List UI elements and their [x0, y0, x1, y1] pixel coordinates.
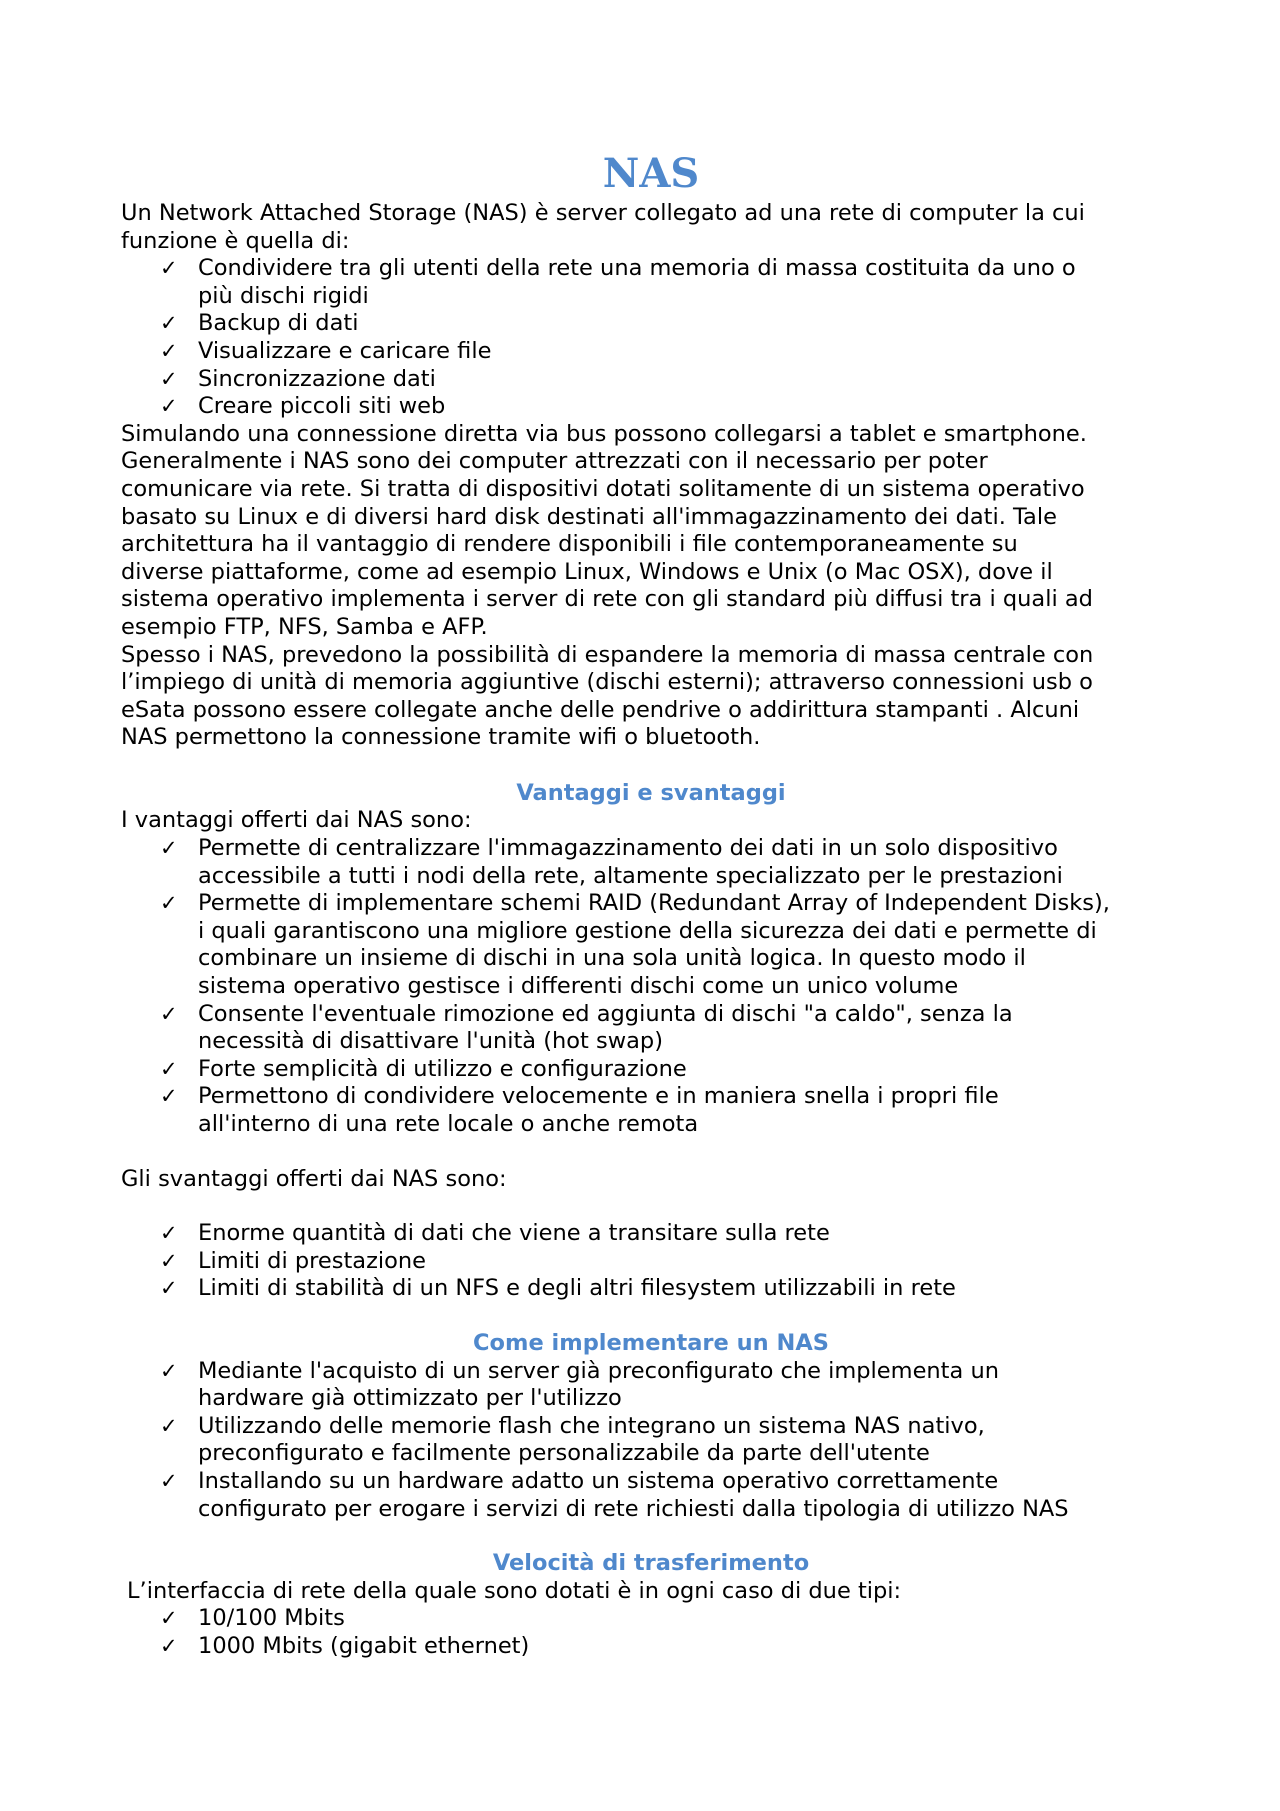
- body-paragraph: [121, 421, 1181, 752]
- text-line: combinare un insieme di dischi in una sola unità logica. In questo modo il: [198, 945, 1026, 972]
- checkmark-icon: ✓: [160, 1248, 178, 1273]
- checkmark-icon: ✓: [160, 366, 178, 391]
- list-item: [121, 1413, 1181, 1468]
- text-line: Utilizzando delle memorie flash che integrano un sistema NAS nativo,: [198, 1412, 985, 1439]
- list-item: [121, 366, 1181, 394]
- list-item: [121, 1633, 1181, 1661]
- intro-function-list: [121, 255, 1181, 421]
- pros-intro: I vantaggi offerti dai NAS sono:: [121, 807, 472, 834]
- checkmark-icon: ✓: [160, 836, 178, 861]
- text-line: Simulando una connessione diretta via bus possono collegarsi a tablet e smartphone.: [121, 420, 1087, 447]
- list-item: [121, 1001, 1181, 1056]
- text-line: comunicare via rete. Si tratta di dispositivi dotati solitamente di un sistema operativo: [121, 475, 1085, 502]
- page-title: NAS: [602, 150, 700, 197]
- text-line: Spesso i NAS, prevedono la possibilità di espandere la memoria di massa centrale con: [121, 641, 1094, 668]
- text-line: funzione è quella di:: [121, 227, 350, 254]
- text-line: Visualizzare e caricare file: [198, 337, 492, 364]
- text-line: necessità di disattivare l'unità (hot swap): [198, 1028, 663, 1055]
- checkmark-icon: ✓: [160, 1056, 178, 1081]
- list-item: [121, 310, 1181, 338]
- text-line: Permette di centralizzare l'immagazzinamento dei dati in un solo dispositivo: [198, 835, 1058, 862]
- checkmark-icon: ✓: [160, 1633, 178, 1658]
- text-line: esempio FTP, NFS, Samba e AFP.: [121, 613, 488, 640]
- list-item: [121, 393, 1181, 421]
- text-line: 10/100 Mbits: [198, 1605, 345, 1632]
- cons-intro: Gli svantaggi offerti dai NAS sono:: [121, 1165, 507, 1192]
- checkmark-icon: ✓: [160, 394, 178, 419]
- list-item: [121, 1056, 1181, 1084]
- intro-paragraph: [121, 200, 1181, 255]
- list-item: [121, 835, 1181, 890]
- list-item: [121, 1220, 1181, 1248]
- checkmark-icon: ✓: [160, 1001, 178, 1026]
- text-line: Consente l'eventuale rimozione ed aggiunta di dischi "a caldo", senza la: [198, 1000, 1013, 1027]
- text-line: 1000 Mbits (gigabit ethernet): [198, 1632, 530, 1659]
- text-line: Generalmente i NAS sono dei computer attrezzati con il necessario per poter: [121, 448, 988, 475]
- list-item: [121, 1468, 1181, 1523]
- text-line: eSata possono essere collegate anche delle pendrive o addirittura stampanti . Alcuni: [121, 696, 1080, 723]
- text-line: configurato per erogare i servizi di rete richiesti dalla tipologia di utilizzo NAS: [198, 1495, 1069, 1522]
- checkmark-icon: ✓: [160, 338, 178, 363]
- text-line: Mediante l'acquisto di un server già preconfigurato che implementa un: [198, 1357, 999, 1384]
- speed-intro: L’interfaccia di rete della quale sono dotati è in ogni caso di due tipi:: [127, 1577, 902, 1604]
- text-line: basato su Linux e di diversi hard disk destinati all'immagazzinamento dei dati. Tale: [121, 503, 1057, 530]
- text-line: Un Network Attached Storage (NAS) è server collegato ad una rete di computer la cui: [121, 200, 1085, 226]
- document-content: [121, 148, 1181, 1661]
- text-line: sistema operativo gestisce i differenti dischi come un unico volume: [198, 973, 959, 1000]
- section-heading-advantages: Vantaggi e svantaggi: [516, 779, 786, 806]
- section-heading-speed: Velocità di trasferimento: [492, 1550, 810, 1577]
- list-item: [121, 338, 1181, 366]
- checkmark-icon: ✓: [160, 1084, 178, 1109]
- pros-list: [121, 835, 1181, 1139]
- text-line: Permette di implementare schemi RAID (Redundant Array of Independent Disks),: [198, 890, 1110, 917]
- checkmark-icon: ✓: [160, 1276, 178, 1301]
- cons-list: [121, 1220, 1181, 1303]
- text-line: Condividere tra gli utenti della rete una memoria di massa costituita da uno o: [198, 255, 1076, 282]
- implement-list: [121, 1358, 1181, 1524]
- text-line: all'interno di una rete locale o anche remota: [198, 1111, 699, 1137]
- checkmark-icon: ✓: [160, 1413, 178, 1438]
- list-item: [121, 255, 1181, 310]
- text-line: Sincronizzazione dati: [198, 365, 436, 392]
- list-item: [121, 1275, 1181, 1303]
- text-line: più dischi rigidi: [198, 282, 369, 309]
- text-line: accessibile a tutti i nodi della rete, altamente specializzato per le prestazioni: [198, 862, 1063, 889]
- checkmark-icon: ✓: [160, 1221, 178, 1246]
- checkmark-icon: ✓: [160, 1606, 178, 1631]
- text-line: i quali garantiscono una migliore gestione della sicurezza dei dati e permette di: [198, 917, 1097, 944]
- text-line: l’impiego di unità di memoria aggiuntive (dischi esterni); attraverso connessioni usb o: [121, 669, 1093, 696]
- checkmark-icon: ✓: [160, 1358, 178, 1383]
- text-line: Backup di dati: [198, 310, 359, 337]
- checkmark-icon: ✓: [160, 311, 178, 336]
- checkmark-icon: ✓: [160, 256, 178, 281]
- text-line: Forte semplicità di utilizzo e configurazione: [198, 1055, 687, 1082]
- section-heading-implement: Come implementare un NAS: [473, 1329, 829, 1356]
- text-line: preconfigurato e facilmente personalizzabile da parte dell'utente: [198, 1440, 930, 1467]
- speed-list: [121, 1605, 1181, 1660]
- text-line: Enorme quantità di dati che viene a transitare sulla rete: [198, 1220, 830, 1247]
- checkmark-icon: ✓: [160, 891, 178, 916]
- list-item: [121, 1605, 1181, 1633]
- list-item: [121, 1083, 1181, 1138]
- list-item: [121, 1248, 1181, 1276]
- text-line: NAS permettono la connessione tramite wifi o bluetooth.: [121, 724, 761, 751]
- text-line: hardware già ottimizzato per l'utilizzo: [198, 1385, 622, 1412]
- text-line: Limiti di prestazione: [198, 1247, 427, 1274]
- text-line: Installando su un hardware adatto un sistema operativo correttamente: [198, 1467, 999, 1494]
- text-line: sistema operativo implementa i server di rete con gli standard più diffusi tra i quali ad: [121, 586, 1093, 613]
- text-line: Permettono di condividere velocemente e in maniera snella i propri file: [198, 1083, 999, 1110]
- text-line: architettura ha il vantaggio di rendere disponibili i file contemporaneamente su: [121, 531, 1018, 558]
- checkmark-icon: ✓: [160, 1468, 178, 1493]
- text-line: Limiti di stabilità di un NFS e degli altri filesystem utilizzabili in rete: [198, 1275, 956, 1302]
- text-line: diverse piattaforme, come ad esempio Linux, Windows e Unix (o Mac OSX), dove il: [121, 558, 1053, 585]
- text-line: Creare piccoli siti web: [198, 393, 446, 420]
- list-item: [121, 890, 1181, 1000]
- list-item: [121, 1358, 1181, 1413]
